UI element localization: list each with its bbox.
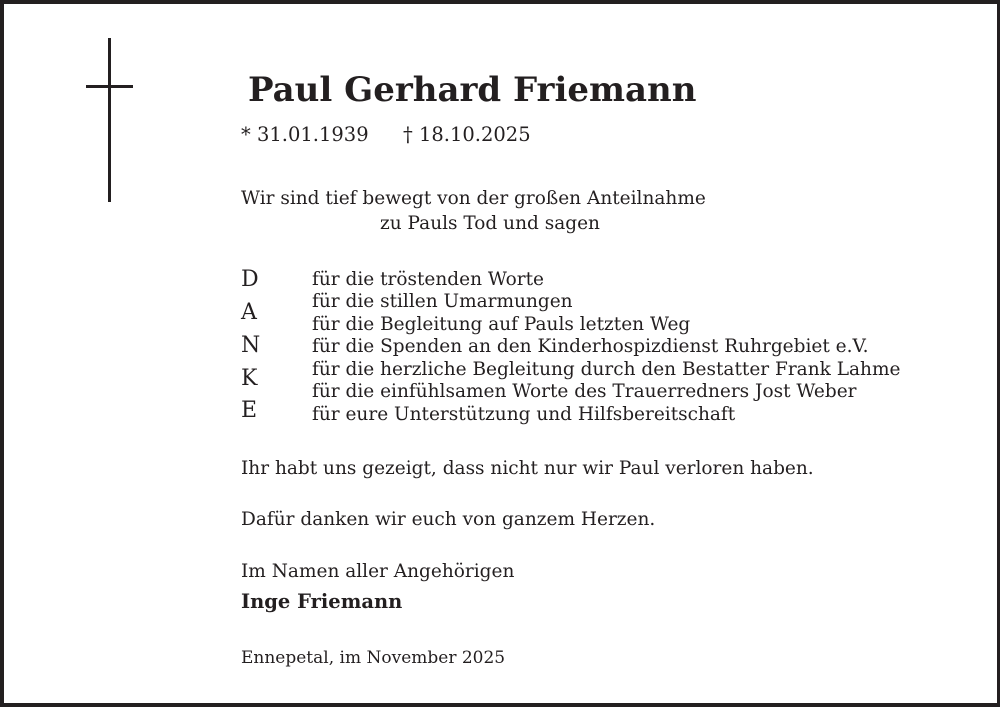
thanks-line: für eure Unterstützung und Hilfsbereitschaft xyxy=(312,404,736,425)
danke-letter: N xyxy=(241,333,261,358)
place-date: Ennepetal, im November 2025 xyxy=(241,648,506,668)
thanks-line: für die einfühlsamen Worte des Trauerredners Jost Weber xyxy=(312,381,857,402)
thanks-line: für die herzliche Begleitung durch den Bestatter Frank Lahme xyxy=(312,359,901,380)
gratitude: Dafür danken wir euch von ganzem Herzen. xyxy=(241,509,656,530)
intro-line-2: zu Pauls Tod und sagen xyxy=(380,213,600,234)
thanks-line: für die Spenden an den Kinderhospizdienst Ruhrgebiet e.V. xyxy=(312,336,869,357)
danke-letter: A xyxy=(241,300,257,325)
danke-letter: K xyxy=(241,366,258,391)
thanks-line: für die tröstenden Worte xyxy=(312,269,544,290)
intro-line-1: Wir sind tief bewegt von der großen Anteilnahme xyxy=(241,188,706,209)
thanks-line: für die stillen Umarmungen xyxy=(312,291,573,312)
danke-letter: D xyxy=(241,267,259,292)
danke-letter: E xyxy=(241,398,258,423)
statement: Ihr habt uns gezeigt, dass nicht nur wir Paul verloren haben. xyxy=(241,458,814,479)
birth-date: * 31.01.1939 xyxy=(241,123,369,146)
deceased-name: Paul Gerhard Friemann xyxy=(248,70,697,110)
signer-name: Inge Friemann xyxy=(241,590,403,613)
on-behalf: Im Namen aller Angehörigen xyxy=(241,561,515,582)
thanks-line: für die Begleitung auf Pauls letzten Weg xyxy=(312,314,691,335)
death-date: † 18.10.2025 xyxy=(403,123,531,146)
